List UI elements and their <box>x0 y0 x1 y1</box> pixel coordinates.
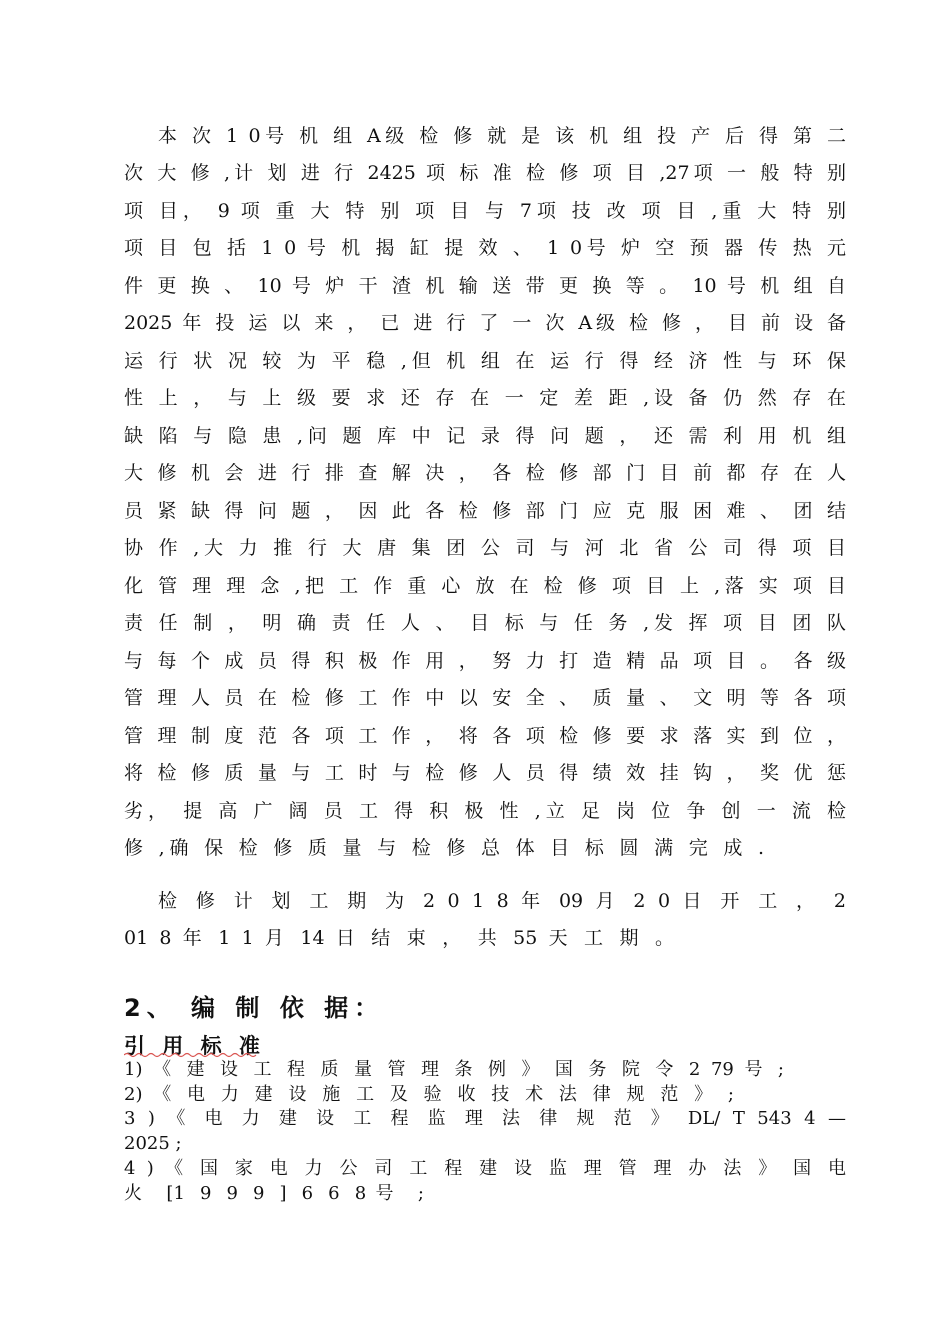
paragraph-line: 修 ,确 保 检 修 质 量 与 检 修 总 体 目 标 圆 满 完 成 . <box>124 837 764 859</box>
paragraph-line: 大 修 机 会 进 行 排 查 解 决 ， 各 检 修 部 门 目 前 都 存 在 人 <box>124 462 846 484</box>
paragraph-line: 项 目， 9 项 重 大 特 别 项 目 与 7项 技 改 项 目 ,重 大 特 别 <box>124 200 846 222</box>
paragraph-line: 缺 陷 与 隐 患 ,问 题 库 中 记 录 得 问 题 ， 还 需 利 用 机 组 <box>124 425 846 447</box>
paragraph-line: 本 次 1 0号 机 组 A级 检 修 就 是 该 机 组 投 产 后 得 第 二 <box>158 125 846 147</box>
paragraph-line: 员 紧 缺 得 问 题 ， 因 此 各 检 修 部 门 应 克 服 困 难 、 团 结 <box>124 500 846 522</box>
reference-item: 3 ) 《 电 力 建 设 工 程 监 理 法 律 规 范 》 DL/ T 543 4 — <box>124 1108 846 1129</box>
paragraph-line: 01 8 年 1 1 月 14 日 结 束 ， 共 55 天 工 期 。 <box>124 927 674 949</box>
paragraph-line: 劣， 提 高 广 阔 员 工 得 积 极 性 ,立 足 岗 位 争 创 一 流 检 <box>124 800 846 822</box>
paragraph-line: 运 行 状 况 较 为 平 稳 ,但 机 组 在 运 行 得 经 济 性 与 环 保 <box>124 350 846 372</box>
reference-item: 2) 《 电 力 建 设 施 工 及 验 收 技 术 法 律 规 范 》 ; <box>124 1084 734 1105</box>
paragraph-line: 将 检 修 质 量 与 工 时 与 检 修 人 员 得 绩 效 挂 钩 ， 奖 优 惩 <box>124 762 846 784</box>
reference-item: 4 ) 《 国 家 电 力 公 司 工 程 建 设 监 理 管 理 办 法 》 国 电 <box>124 1158 846 1179</box>
section-heading: 2、 编 制 依 据： <box>124 994 385 1022</box>
reference-item: 1) 《 建 设 工 程 质 量 管 理 条 例 》 国 务 院 令 2 79 号 ; <box>124 1059 784 1080</box>
paragraph-line: 责 任 制 ， 明 确 责 任 人 、 目 标 与 任 务 ,发 挥 项 目 团 队 <box>124 612 846 634</box>
paragraph-line: 协 作 ,大 力 推 行 大 唐 集 团 公 司 与 河 北 省 公 司 得 项 目 <box>124 537 846 559</box>
paragraph-line: 次 大 修 ,计 划 进 行 2425 项 标 准 检 修 项 目 ,27项 一 般 特 别 <box>124 162 846 184</box>
paragraph-line: 与 每 个 成 员 得 积 极 作 用 ， 努 力 打 造 精 品 项 目 。 各 级 <box>124 650 846 672</box>
paragraph-line: 检 修 计 划 工 期 为 2 0 1 8 年 09 月 2 0 日 开 工 ， 2 <box>158 890 846 912</box>
reference-item: 2025 ; <box>124 1133 182 1154</box>
paragraph-line: 2025 年 投 运 以 来 ， 已 进 行 了 一 次 A级 检 修 ， 目 前 设 备 <box>124 312 846 334</box>
paragraph-line: 性 上 ， 与 上 级 要 求 还 存 在 一 定 差 距 ,设 备 仍 然 存 在 <box>124 387 846 409</box>
paragraph-line: 化 管 理 理 念 ,把 工 作 重 心 放 在 检 修 项 目 上 ,落 实 项 目 <box>124 575 846 597</box>
subheading: 引 用 标 准 <box>124 1034 265 1058</box>
paragraph-line: 管 理 制 度 范 各 项 工 作 ， 将 各 项 检 修 要 求 落 实 到 位 ， <box>124 725 846 747</box>
paragraph-line: 件 更 换 、 10 号 炉 干 渣 机 输 送 带 更 换 等 。 10 号 机 组 自 <box>124 275 846 297</box>
paragraph-line: 项 目 包 括 1 0 号 机 揭 缸 提 效 、 1 0号 炉 空 预 器 传 热 元 <box>124 237 846 259</box>
paragraph-line: 管 理 人 员 在 检 修 工 作 中 以 安 全 、 质 量 、 文 明 等 各 项 <box>124 687 846 709</box>
reference-item: 火 [1 9 9 9 ] 6 6 8号 ; <box>124 1183 424 1204</box>
